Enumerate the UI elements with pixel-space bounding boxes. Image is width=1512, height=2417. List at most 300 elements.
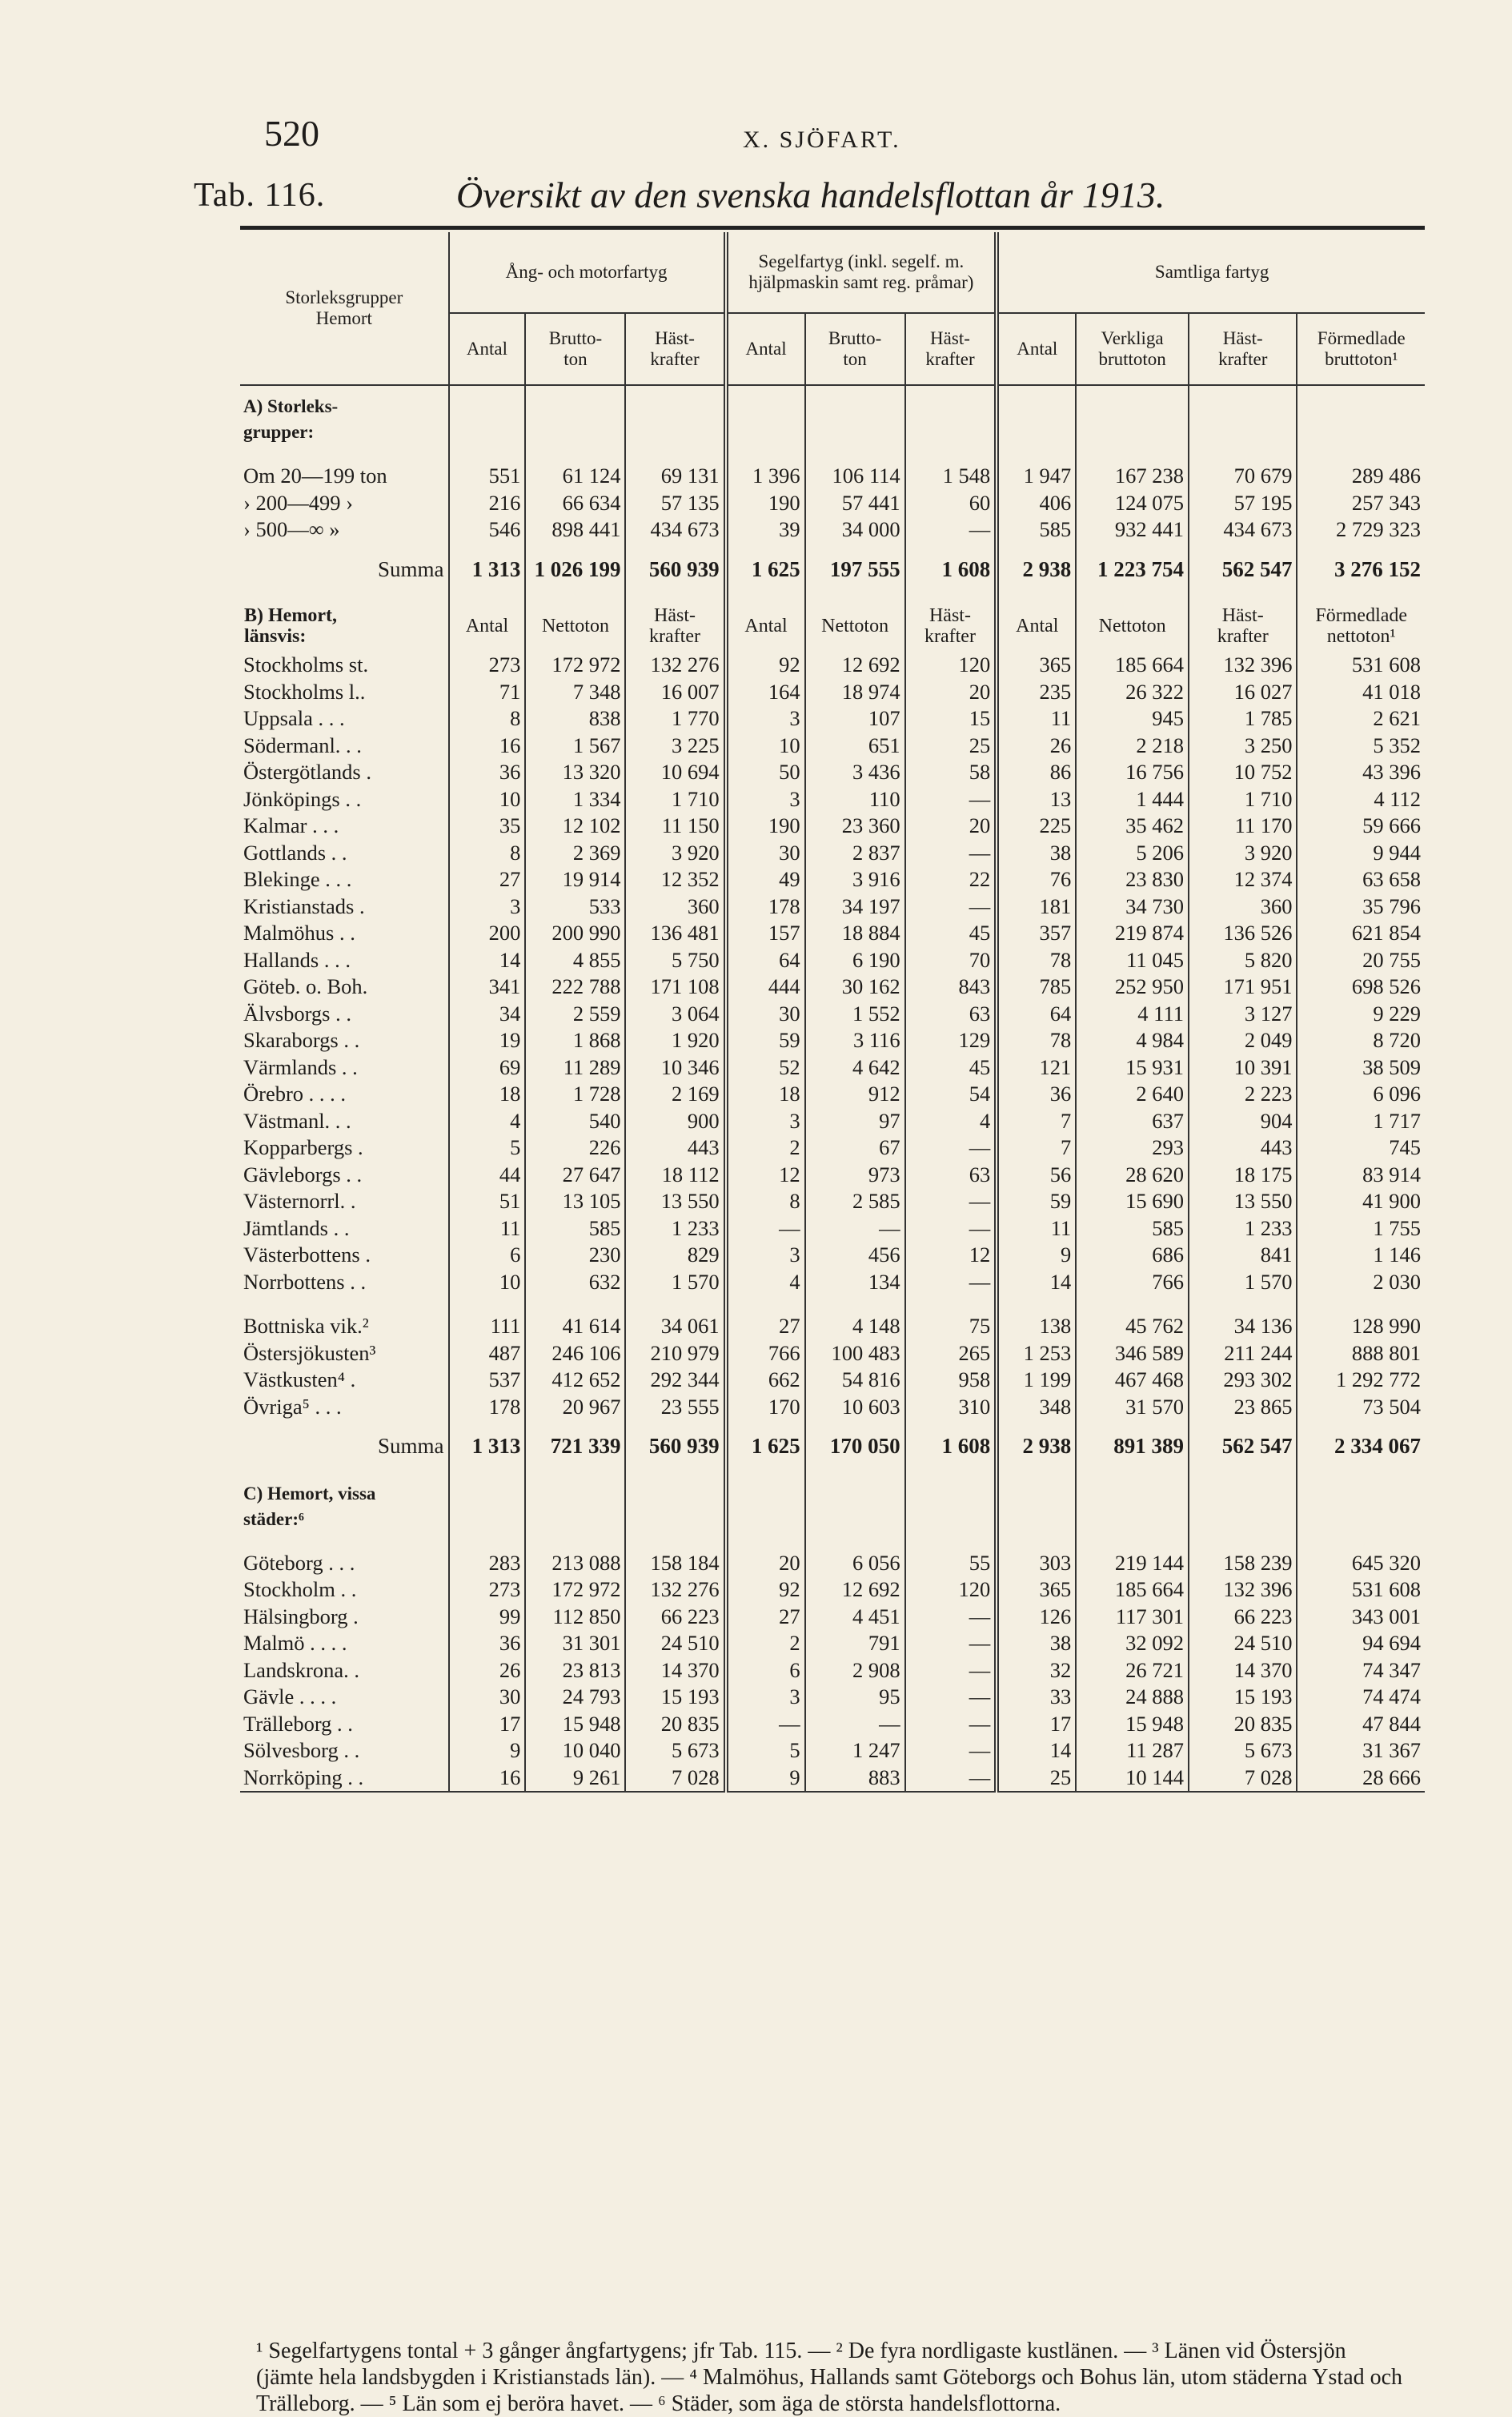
table-cell: 158 184: [625, 1550, 725, 1577]
table-cell: 219 144: [1076, 1550, 1189, 1577]
table-row: [240, 840, 1425, 867]
table-cell: 12: [905, 1242, 997, 1269]
table-cell: 621 854: [1297, 920, 1425, 947]
table-cell: 898 441: [525, 516, 625, 544]
row-label: Jämtlands . .: [243, 1215, 350, 1240]
table-cell: 533: [525, 893, 625, 921]
table-cell: 34 000: [805, 516, 905, 544]
spacer-cell: [1189, 445, 1297, 463]
table-cell: 43 396: [1297, 759, 1425, 786]
table-cell: 171 108: [625, 974, 725, 1001]
table-cell: 1 755: [1297, 1215, 1425, 1243]
table-cell: 26 721: [1076, 1657, 1189, 1684]
row-label: Norrköping . .: [240, 1765, 449, 1793]
summa-row: [240, 544, 1425, 596]
table-cell: —: [726, 1711, 805, 1738]
footnotes: ¹ Segelfartygens tontal + 3 gånger ångfartygens; jfr Tab. 115. — ² De fyra nordligaste kustlänen. — ³ Länen vid Östersjön (jämte hela landsbygden i Kristianstads län). — ⁴ Malmöhus, Hallands samt Göteborgs och Bohus län, utom städerna Ystad och Trälleborg. — ⁵ Län som ej beröra havet. — ⁶ Städer, som äga de största handelsflottorna.: [256, 2339, 1403, 2416]
table-cell: 1 313: [449, 544, 526, 596]
table-cell: 9 944: [1297, 840, 1425, 867]
table-cell: 1 608: [905, 1420, 997, 1473]
row-label: Landskrona. .: [243, 1657, 359, 1682]
table-cell: 2 049: [1189, 1027, 1297, 1054]
table-cell: 273: [449, 1576, 526, 1604]
table-cell: 456: [805, 1242, 905, 1269]
table-row: [240, 1134, 1425, 1162]
table-cell: 18: [449, 1081, 526, 1108]
table-cell: 888 801: [1297, 1340, 1425, 1367]
table-cell: 75: [905, 1313, 997, 1340]
table-cell: 172 972: [525, 652, 625, 679]
table-cell: 70: [905, 947, 997, 974]
col-samtliga: Samtliga fartyg: [997, 232, 1425, 313]
table-cell: 2 218: [1076, 733, 1189, 760]
table-cell: 111: [449, 1313, 526, 1340]
table-cell: 50: [726, 759, 805, 786]
table-cell: 134: [805, 1269, 905, 1296]
table-cell: 3 127: [1189, 1001, 1297, 1028]
table-cell: —: [905, 1134, 997, 1162]
table-cell: 6 096: [1297, 1081, 1425, 1108]
table-cell: 1 292 772: [1297, 1367, 1425, 1394]
table-cell: 26 322: [1076, 679, 1189, 706]
table-cell: 185 664: [1076, 652, 1189, 679]
table-row: [240, 1737, 1425, 1765]
sub-header-cell: Nettoton: [1076, 596, 1189, 652]
table-cell: 197 555: [805, 544, 905, 596]
table-cell: 30: [726, 840, 805, 867]
table-cell: 20 967: [525, 1394, 625, 1421]
table-cell: 273: [449, 652, 526, 679]
table-cell: 39: [726, 516, 805, 544]
table-cell: 73 504: [1297, 1394, 1425, 1421]
table-cell: 190: [726, 813, 805, 840]
table-cell: 56: [997, 1162, 1076, 1189]
table-cell: 117 301: [1076, 1604, 1189, 1631]
table-cell: 71: [449, 679, 526, 706]
table-cell: 210 979: [625, 1340, 725, 1367]
table-row: [240, 947, 1425, 974]
row-label: Södermanl. . .: [243, 733, 362, 757]
spacer-cell: [726, 1532, 805, 1550]
table-cell: 49: [726, 866, 805, 893]
table-cell: 24 888: [1076, 1684, 1189, 1711]
table-cell: 13 550: [1189, 1188, 1297, 1215]
section-spacer-cell: [905, 1473, 997, 1532]
table-cell: 4 642: [805, 1054, 905, 1082]
table-row: [240, 1242, 1425, 1269]
table-cell: 44: [449, 1162, 526, 1189]
table-cell: 1 334: [525, 786, 625, 813]
table-cell: 662: [726, 1367, 805, 1394]
table-cell: 132 276: [625, 1576, 725, 1604]
table-cell: 64: [997, 1001, 1076, 1028]
table-cell: 546: [449, 516, 526, 544]
table-cell: 5 352: [1297, 733, 1425, 760]
sub-header-cell: Förmedlade nettoton¹: [1297, 596, 1425, 652]
table-cell: 5 750: [625, 947, 725, 974]
row-label: Västkusten⁴ .: [243, 1367, 356, 1391]
spacer-cell: [1076, 1295, 1189, 1313]
table-cell: 20 835: [1189, 1711, 1297, 1738]
table-row: [240, 1027, 1425, 1054]
table-cell: 16 756: [1076, 759, 1189, 786]
table-cell: 5 673: [625, 1737, 725, 1765]
table-cell: 11 289: [525, 1054, 625, 1082]
row-label: Summa: [378, 556, 444, 581]
row-label: Skaraborgs . .: [243, 1028, 360, 1052]
table-cell: 34 730: [1076, 893, 1189, 921]
table-cell: 126: [997, 1604, 1076, 1631]
table-cell: 838: [525, 705, 625, 733]
row-label: Trälleborg . .: [243, 1711, 353, 1736]
table-cell: 585: [997, 516, 1076, 544]
table-cell: 41 018: [1297, 679, 1425, 706]
table-cell: 745: [1297, 1134, 1425, 1162]
table-row: [240, 759, 1425, 786]
row-label: Västerbottens .: [243, 1243, 371, 1267]
table-cell: 7 028: [625, 1765, 725, 1793]
row-label: Hälsingborg .: [243, 1604, 359, 1628]
table-cell: 698 526: [1297, 974, 1425, 1001]
table-cell: 14: [997, 1737, 1076, 1765]
row-label: Kopparbergs .: [243, 1135, 363, 1159]
table-cell: 1 717: [1297, 1108, 1425, 1135]
spacer-cell: [449, 1532, 526, 1550]
table-cell: 467 468: [1076, 1367, 1189, 1394]
row-label: Jönköpings . .: [243, 786, 362, 811]
col-samt-verkliga: Verkliga bruttoton: [1076, 313, 1189, 385]
table-cell: 106 114: [805, 463, 905, 490]
table-cell: 434 673: [625, 516, 725, 544]
table-row: [240, 705, 1425, 733]
table-cell: 16: [449, 733, 526, 760]
table-cell: 365: [997, 1576, 1076, 1604]
table-cell: 45: [905, 920, 997, 947]
spacer-cell: [1189, 1532, 1297, 1550]
table-cell: 16 027: [1189, 679, 1297, 706]
table-cell: 57 195: [1189, 490, 1297, 517]
table-cell: 2 837: [805, 840, 905, 867]
spacer-cell: [1076, 1532, 1189, 1550]
table-cell: 13 320: [525, 759, 625, 786]
table-cell: 30: [726, 1001, 805, 1028]
table-cell: 3 436: [805, 759, 905, 786]
table-cell: 18 112: [625, 1162, 725, 1189]
spacer-cell: [240, 1532, 449, 1550]
table-cell: 1 947: [997, 463, 1076, 490]
table-cell: 121: [997, 1054, 1076, 1082]
table-cell: 97: [805, 1108, 905, 1135]
table-cell: 9: [449, 1737, 526, 1765]
fleet-table: [240, 232, 1425, 1793]
table-row: [240, 1313, 1425, 1340]
table-cell: 585: [525, 1215, 625, 1243]
table-cell: 235: [997, 679, 1076, 706]
spacer-cell: [805, 1532, 905, 1550]
table-cell: —: [905, 840, 997, 867]
table-cell: 1 233: [1189, 1215, 1297, 1243]
table-cell: 346 589: [1076, 1340, 1189, 1367]
table-cell: 128 990: [1297, 1313, 1425, 1340]
table-cell: 15 193: [625, 1684, 725, 1711]
table-cell: 1 770: [625, 705, 725, 733]
table-cell: 15 948: [1076, 1711, 1189, 1738]
table-cell: 2: [726, 1134, 805, 1162]
row-label: Västernorrl. .: [243, 1189, 356, 1213]
table-cell: 632: [525, 1269, 625, 1296]
table-cell: 16 007: [625, 679, 725, 706]
table-cell: 3 225: [625, 733, 725, 760]
table-cell: 289 486: [1297, 463, 1425, 490]
table-cell: 213 088: [525, 1550, 625, 1577]
table-cell: 12: [726, 1162, 805, 1189]
table-cell: 55: [905, 1550, 997, 1577]
table-cell: 66 634: [525, 490, 625, 517]
spacer-cell: [1297, 445, 1425, 463]
table-row: [240, 1576, 1425, 1604]
table-cell: 41 900: [1297, 1188, 1425, 1215]
table-cell: 3 920: [625, 840, 725, 867]
spacer-cell: [449, 1295, 526, 1313]
spacer-cell: [805, 445, 905, 463]
table-cell: 83 914: [1297, 1162, 1425, 1189]
table-cell: 18 974: [805, 679, 905, 706]
table-cell: 1 026 199: [525, 544, 625, 596]
row-label: Sölvesborg . .: [243, 1738, 360, 1762]
table-row: [240, 679, 1425, 706]
spacer-cell: [805, 1295, 905, 1313]
table-cell: 15 948: [525, 1711, 625, 1738]
table-cell: 10 391: [1189, 1054, 1297, 1082]
table-cell: 70 679: [1189, 463, 1297, 490]
table-cell: 540: [525, 1108, 625, 1135]
sub-header-row: [240, 596, 1425, 652]
table-cell: 11 170: [1189, 813, 1297, 840]
table-cell: 9: [726, 1765, 805, 1793]
table-cell: 132 396: [1189, 652, 1297, 679]
table-cell: 883: [805, 1765, 905, 1793]
table-cell: 20: [726, 1550, 805, 1577]
table-cell: 26: [997, 733, 1076, 760]
table-row: [240, 1340, 1425, 1367]
spacer-row: [240, 445, 1425, 463]
sub-header-cell: Häst- krafter: [625, 596, 725, 652]
table-cell: 841: [1189, 1242, 1297, 1269]
table-cell: 78: [997, 1027, 1076, 1054]
table-cell: —: [805, 1215, 905, 1243]
row-label: Uppsala . . .: [243, 706, 345, 730]
table-cell: 4 148: [805, 1313, 905, 1340]
section-title: C) Hemort, vissa städer:⁶: [243, 1483, 376, 1529]
col-segel-hast: Häst- krafter: [905, 313, 997, 385]
table-cell: 7: [997, 1108, 1076, 1135]
table-cell: —: [905, 1737, 997, 1765]
spacer-cell: [905, 445, 997, 463]
table-cell: 560 939: [625, 1420, 725, 1473]
sub-header-cell: Antal: [997, 596, 1076, 652]
table-cell: 3: [726, 786, 805, 813]
table-cell: 132 276: [625, 652, 725, 679]
table-cell: 124 075: [1076, 490, 1189, 517]
table-cell: 185 664: [1076, 1576, 1189, 1604]
table-cell: 107: [805, 705, 905, 733]
table-cell: 293: [1076, 1134, 1189, 1162]
table-cell: 6: [449, 1242, 526, 1269]
table-cell: —: [905, 1711, 997, 1738]
page-number: 520: [264, 113, 319, 154]
table-cell: 562 547: [1189, 1420, 1297, 1473]
table-cell: 5 673: [1189, 1737, 1297, 1765]
table-cell: 5: [726, 1737, 805, 1765]
section-spacer-cell: [449, 1473, 526, 1532]
table-cell: 20: [905, 813, 997, 840]
table-row: [240, 652, 1425, 679]
table-row: [240, 920, 1425, 947]
table-cell: 63 658: [1297, 866, 1425, 893]
table-cell: 904: [1189, 1108, 1297, 1135]
table-cell: 4: [449, 1108, 526, 1135]
table-cell: 2 938: [997, 1420, 1076, 1473]
table-cell: 766: [726, 1340, 805, 1367]
section-title: A) Storleks- grupper:: [243, 396, 339, 442]
table-cell: 8 720: [1297, 1027, 1425, 1054]
table-cell: 170: [726, 1394, 805, 1421]
table-cell: 57 441: [805, 490, 905, 517]
table-cell: 265: [905, 1340, 997, 1367]
table-cell: 47 844: [1297, 1711, 1425, 1738]
table-row: [240, 1367, 1425, 1394]
table-cell: 3 250: [1189, 733, 1297, 760]
table-cell: 219 874: [1076, 920, 1189, 947]
table-cell: 900: [625, 1108, 725, 1135]
table-cell: 18: [726, 1081, 805, 1108]
table-row: [240, 974, 1425, 1001]
table-cell: 52: [726, 1054, 805, 1082]
sub-header-cell: Häst- krafter: [905, 596, 997, 652]
row-label: Östergötlands .: [243, 760, 371, 784]
table-cell: 66 223: [625, 1604, 725, 1631]
table-cell: 945: [1076, 705, 1189, 733]
table-cell: 24 793: [525, 1684, 625, 1711]
sub-header-cell: Antal: [726, 596, 805, 652]
table-cell: 3 276 152: [1297, 544, 1425, 596]
table-cell: 4 451: [805, 1604, 905, 1631]
table-cell: 1 552: [805, 1001, 905, 1028]
table-cell: 1 253: [997, 1340, 1076, 1367]
table-row: [240, 1108, 1425, 1135]
table-cell: 1 570: [625, 1269, 725, 1296]
table-cell: 1 710: [1189, 786, 1297, 813]
table-cell: 69 131: [625, 463, 725, 490]
table-cell: 35: [449, 813, 526, 840]
table-cell: 257 343: [1297, 490, 1425, 517]
table-cell: 167 238: [1076, 463, 1189, 490]
table-cell: 18 175: [1189, 1162, 1297, 1189]
summa-row: [240, 1420, 1425, 1473]
table-cell: 406: [997, 490, 1076, 517]
table-cell: 12 352: [625, 866, 725, 893]
table-cell: 26: [449, 1657, 526, 1684]
table-cell: 303: [997, 1550, 1076, 1577]
table-cell: 120: [905, 1576, 997, 1604]
section-title-row: [240, 1473, 1425, 1532]
table-cell: 200: [449, 920, 526, 947]
table-cell: 129: [905, 1027, 997, 1054]
table-cell: 64: [726, 947, 805, 974]
spacer-cell: [525, 1532, 625, 1550]
table-cell: 12 102: [525, 813, 625, 840]
table-cell: 912: [805, 1081, 905, 1108]
row-label: Bottniska vik.²: [243, 1314, 369, 1338]
table-cell: 637: [1076, 1108, 1189, 1135]
row-label: Gävleborgs . .: [243, 1162, 363, 1186]
section-spacer-cell: [449, 385, 526, 445]
table-cell: 33: [997, 1684, 1076, 1711]
table-cell: 3: [449, 893, 526, 921]
table-cell: 252 950: [1076, 974, 1189, 1001]
section-spacer-cell: [625, 1473, 725, 1532]
table-cell: 178: [449, 1394, 526, 1421]
table-cell: 32 092: [1076, 1630, 1189, 1657]
table-cell: 562 547: [1189, 544, 1297, 596]
spacer-cell: [997, 1295, 1076, 1313]
table-row: [240, 1054, 1425, 1082]
table-cell: 360: [1189, 893, 1297, 921]
running-head: X. SJÖFART.: [743, 126, 901, 153]
sub-header-blank: [240, 596, 449, 652]
spacer-cell: [525, 445, 625, 463]
table-row: [240, 1765, 1425, 1793]
top-rule: [240, 226, 1425, 230]
table-cell: 785: [997, 974, 1076, 1001]
table-cell: 1 920: [625, 1027, 725, 1054]
table-cell: 31 570: [1076, 1394, 1189, 1421]
spacer-cell: [449, 445, 526, 463]
table-cell: 94 694: [1297, 1630, 1425, 1657]
table-cell: 226: [525, 1134, 625, 1162]
table-cell: 225: [997, 813, 1076, 840]
table-cell: 67: [805, 1134, 905, 1162]
table-cell: 531 608: [1297, 1576, 1425, 1604]
table-cell: 31 301: [525, 1630, 625, 1657]
spacer-cell: [726, 445, 805, 463]
table-cell: 60: [905, 490, 997, 517]
table-cell: 2 938: [997, 544, 1076, 596]
row-label: Kalmar . . .: [243, 813, 339, 837]
table-cell: 35 796: [1297, 893, 1425, 921]
table-cell: 1 785: [1189, 705, 1297, 733]
col-ang-hast: Häst- krafter: [625, 313, 725, 385]
table-cell: 164: [726, 679, 805, 706]
spacer-cell: [726, 1295, 805, 1313]
spacer-cell: [625, 445, 725, 463]
spacer-row: [240, 1295, 1425, 1313]
table-cell: 112 850: [525, 1604, 625, 1631]
section-spacer-cell: [1297, 1473, 1425, 1532]
table-cell: 171 951: [1189, 974, 1297, 1001]
col-samt-formedlade: Förmedlade bruttoton¹: [1297, 313, 1425, 385]
spacer-cell: [1297, 1532, 1425, 1550]
table-cell: 341: [449, 974, 526, 1001]
table-cell: 59: [726, 1027, 805, 1054]
table-cell: 28 620: [1076, 1162, 1189, 1189]
table-cell: 54: [905, 1081, 997, 1108]
table-row: [240, 1657, 1425, 1684]
row-label: Värmlands . .: [243, 1054, 358, 1079]
table-cell: 5: [449, 1134, 526, 1162]
table-cell: 246 106: [525, 1340, 625, 1367]
table-cell: 4: [905, 1108, 997, 1135]
